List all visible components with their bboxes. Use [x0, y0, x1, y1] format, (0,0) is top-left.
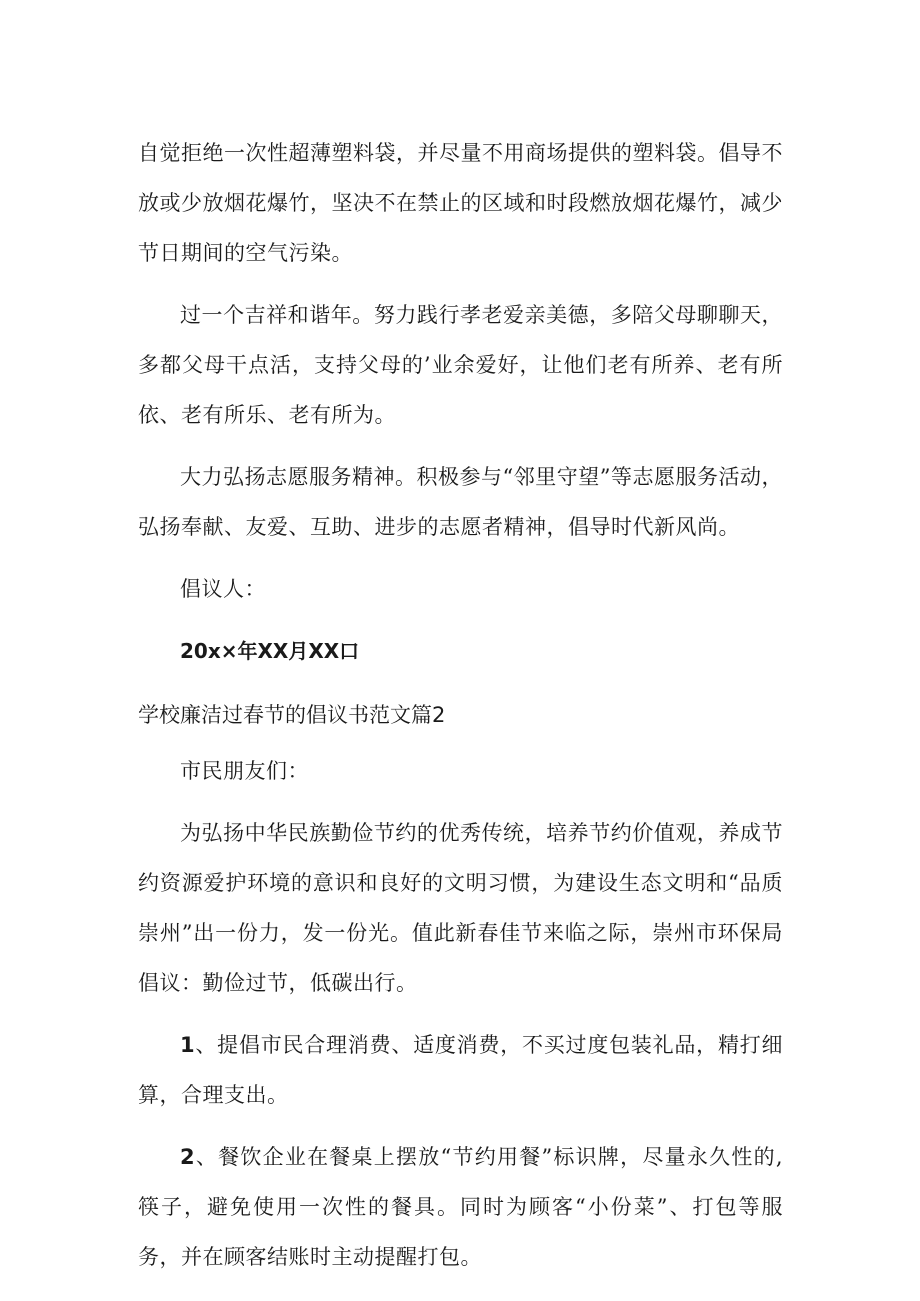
paragraph-harmonious-year: 过一个吉祥和谐年。努力践行孝老爱亲美德，多陪父母聊聊天，多都父母干点活，支持父母的’业余爱好，让他们老有所养、老有所依、老有所乐、老有所为。	[138, 303, 783, 427]
list-item-1	[138, 1020, 783, 1120]
paragraph-intro: 为弘扬中华民族勤俭节约的优秀传统，培养节约价值观，养成节约资源爱护环境的意识和良好的文明习惯，为建设生态文明和“品质崇州”出一份力，发一份光。值此新春佳节来临之际，崇州市环保局倡议：勤俭过节，低碳出行。	[138, 821, 783, 995]
list-item-2-number: 2	[180, 1145, 196, 1169]
section-heading: 学校廉洁过春节的倡议书范文篇2	[138, 703, 446, 727]
list-item-1-text: 、提倡市民合理消费、适度消费，不买过度包装礼品，精打细算，合理支出。	[138, 1033, 783, 1107]
date-line: 20x×年XX月XX口	[180, 639, 360, 663]
list-item-2	[138, 1132, 783, 1282]
list-item-2-text: 、餐饮企业在餐桌上摆放“节约用餐”标识牌，尽量永久性的,筷子，避免使用一次性的餐具。同时为顾客“小份菜”、打包等服务，并在顾客结账时主动提醒打包。	[138, 1145, 783, 1269]
paragraph-plastic-fireworks: 自觉拒绝一次性超薄塑料袋，并尽量不用商场提供的塑料袋。倡导不放或少放烟花爆竹，坚决不在禁止的区域和时段燃放烟花爆竹，减少节日期间的空气污染。	[138, 141, 783, 265]
salutation: 市民朋友们：	[180, 759, 309, 783]
list-item-1-number: 1	[180, 1033, 196, 1057]
paragraph-volunteer-spirit: 大力弘扬志愿服务精神。积极参与“邻里守望”等志愿服务活动，弘扬奉献、友爱、互助、进步的志愿者精神，倡导时代新风尚。	[138, 465, 783, 539]
signer-label: 倡议人：	[180, 577, 266, 601]
document-page	[138, 128, 783, 1294]
